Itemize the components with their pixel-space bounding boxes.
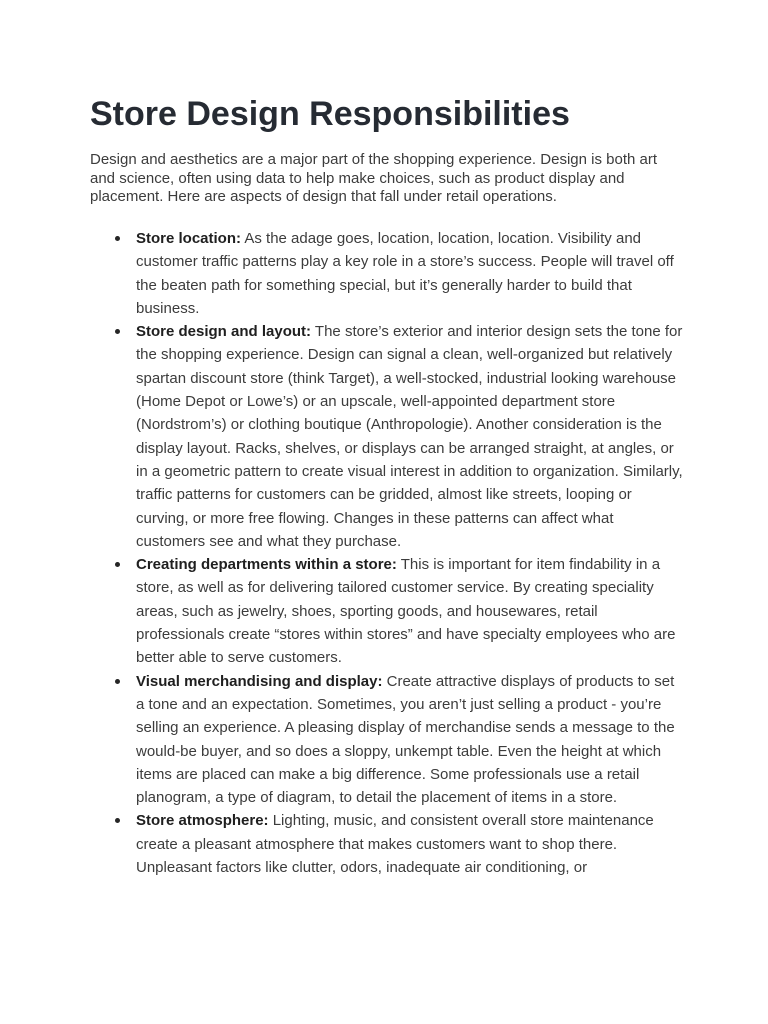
bullet-point-icon	[115, 679, 120, 684]
bullet-term: Store design and layout:	[136, 323, 312, 341]
bullet-text: This is important for item findability in a store, as well as for delivering tailored customer service. By creating speciality areas, such as jewelry, shoes, sporting goods, and housewares, retail professionals create “stores within stores” and have specialty employees who are better able to serve customers.	[136, 556, 676, 667]
bullet-point-icon	[115, 562, 120, 567]
bullet-item-store-atmosphere	[136, 809, 684, 879]
intro-paragraph: Design and aesthetics are a major part of the shopping experience. Design is both art and science, often using data to help make choices, such as product display and placement. Here are aspects of design that fall under retail operations.	[90, 151, 657, 205]
bullet-item-store-design-layout	[136, 320, 684, 553]
bullet-item-creating-departments	[136, 553, 684, 669]
bullet-text: Create attractive displays of products to set a tone and an expectation. Sometimes, you aren’t just selling a product - you’re selling an experience. A pleasing display of merchandise sends a message to the would-be buyer, and so does a sloppy, unkempt table. Even the height at which items are placed can make a big difference. Some professionals use a retail planogram, a type of diagram, to detail the placement of items in a store.	[136, 672, 675, 807]
bullet-item-visual-merchandising	[136, 670, 684, 810]
bullet-term: Creating departments within a store:	[136, 556, 397, 574]
bullet-text: Lighting, music, and consistent overall store maintenance create a pleasant atmosphere that makes customers want to shop there. Unpleasant factors like clutter, odors, inadequate air conditioning, or	[136, 812, 654, 877]
bullet-text: As the adage goes, location, location, location. Visibility and customer traffic patterns play a key role in a store’s success. People will travel off the beaten path for something special, but it’s generally harder to build that business.	[136, 230, 674, 317]
bullet-item-store-location	[136, 227, 684, 320]
page-title: Store Design Responsibilities	[90, 95, 570, 133]
bullet-term: Store atmosphere:	[136, 812, 269, 830]
bullet-text: The store’s exterior and interior design sets the tone for the shopping experience. Design can signal a clean, well-organized but relatively spartan discount store (think Target), a well-stocked, industrial looking warehouse (Home Depot or Lowe’s) or an upscale, well-appointed department store (Nordstrom’s) or clothing boutique (Anthropologie). Another consideration is the display layout. Racks, shelves, or displays can be arranged straight, at angles, or in a geometric pattern to create visual interest in addition to organization. Similarly, traffic patterns for customers can be gridded, almost like streets, looping or curving, or more free flowing. Changes in these patterns can affect what customers see and what they purchase.	[136, 323, 683, 550]
bullet-point-icon	[115, 818, 120, 823]
bullet-term: Visual merchandising and display:	[136, 672, 383, 690]
bullet-term: Store location:	[136, 230, 242, 247]
bullet-point-icon	[115, 236, 120, 241]
bullet-point-icon	[115, 329, 120, 334]
bullet-list	[136, 227, 684, 879]
